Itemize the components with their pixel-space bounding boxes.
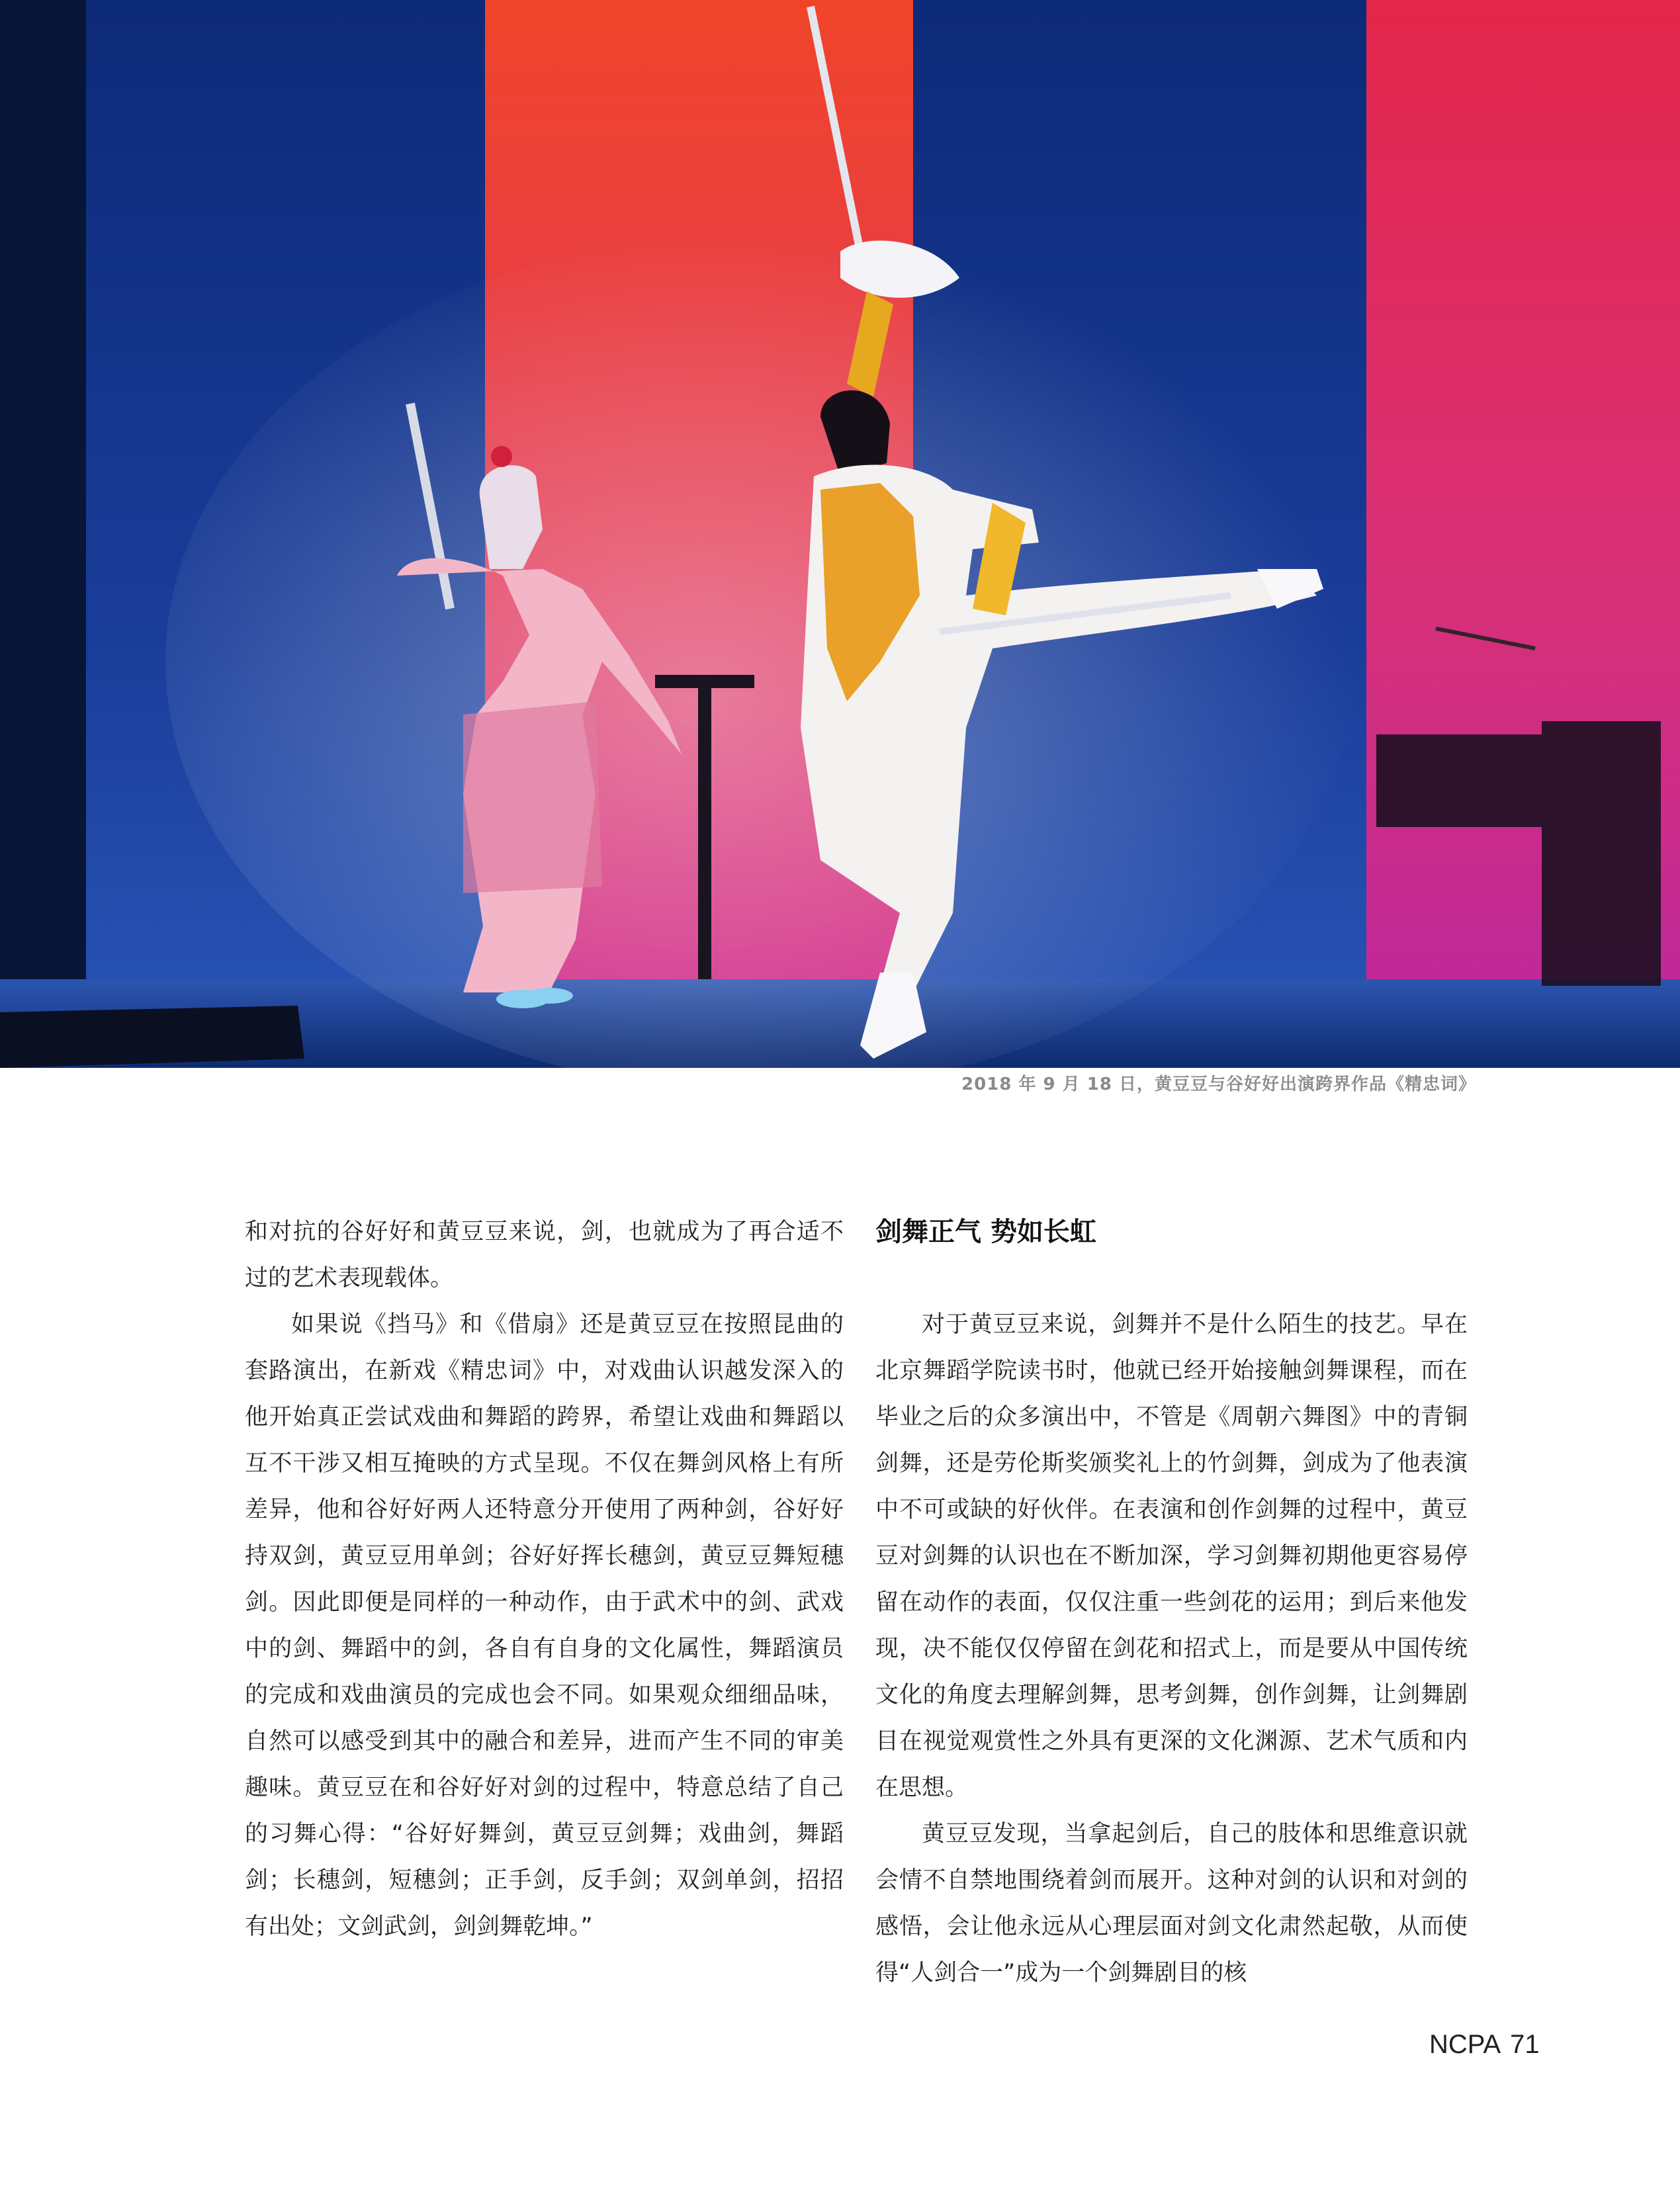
page-footer [1429, 2030, 1540, 2060]
magazine-name: NCPA [1429, 2030, 1501, 2059]
right-column [875, 1209, 1468, 1996]
page-number: 71 [1510, 2030, 1540, 2059]
left-column [245, 1209, 844, 1950]
photo-caption: 2018 年 9 月 18 日，黄豆豆与谷好好出演跨界作品《精忠词》 [961, 1074, 1476, 1094]
body-paragraph: 对于黄豆豆来说，剑舞并不是什么陌生的技艺。早在北京舞蹈学院读书时，他就已经开始接触剑舞课程，而在毕业之后的众多演出中，不管是《周朝六舞图》中的青铜剑舞，还是劳伦斯奖颁奖礼上的竹剑舞，剑成为了他表演中不可或缺的好伙伴。在表演和创作剑舞的过程中，黄豆豆对剑舞的认识也在不断加深，学习剑舞初期他更容易停留在动作的表面，仅仅注重一些剑花的运用；到后来他发现，决不能仅仅停留在剑花和招式上，而是要从中国传统文化的角度去理解剑舞，思考剑舞，创作剑舞，让剑舞剧目在视觉观赏性之外具有更深的文化渊源、艺术气质和内在思想。 [875, 1311, 1468, 1801]
body-paragraph: 如果说《挡马》和《借扇》还是黄豆豆在按照昆曲的套路演出，在新戏《精忠词》中，对戏曲认识越发深入的他开始真正尝试戏曲和舞蹈的跨界，希望让戏曲和舞蹈以互不干涉又相互掩映的方式呈现。不仅在舞剑风格上有所差异，他和谷好好两人还特意分开使用了两种剑，谷好好持双剑，黄豆豆用单剑；谷好好挥长穗剑，黄豆豆舞短穗剑。因此即便是同样的一种动作，由于武术中的剑、武戏中的剑、舞蹈中的剑，各自有自身的文化属性，舞蹈演员的完成和戏曲演员的完成也会不同。如果观众细细品味，自然可以感受到其中的融合和差异，进而产生不同的审美趣味。黄豆豆在和谷好好对剑的过程中，特意总结了自己的习舞心得：“谷好好舞剑，黄豆豆剑舞；戏曲剑，舞蹈剑；长穗剑，短穗剑；正手剑，反手剑；双剑单剑，招招有出处；文剑武剑，剑剑舞乾坤。” [245, 1311, 844, 1940]
body-paragraph: 和对抗的谷好好和黄豆豆来说，剑，也就成为了再合适不过的艺术表现载体。 [245, 1219, 844, 1291]
stage-photo [0, 0, 1680, 1068]
section-heading: 剑舞正气 势如长虹 [875, 1217, 1096, 1247]
body-paragraph: 黄豆豆发现，当拿起剑后，自己的肢体和思维意识就会情不自禁地围绕着剑而展开。这种对剑的认识和对剑的感悟，会让他永远从心理层面对剑文化肃然起敬，从而使得“人剑合一”成为一个剑舞剧目的核 [875, 1821, 1468, 1986]
